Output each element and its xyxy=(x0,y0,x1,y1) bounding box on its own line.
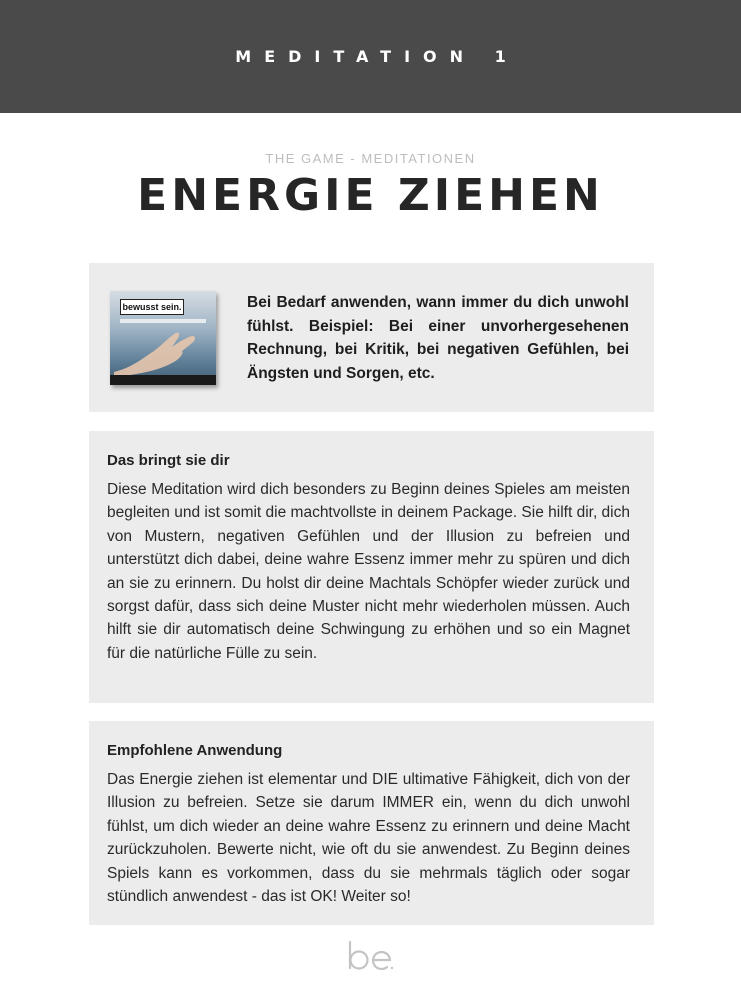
be-logo-icon xyxy=(346,940,396,974)
page-subtitle: THE GAME - MEDITATIONEN xyxy=(265,151,476,166)
album-cover-tagline-strip xyxy=(120,319,206,323)
usage-body: Das Energie ziehen ist elementar und DIE ultimative Fähigkeit, dich von der Illusion zu befreien. Setze sie darum IMMER ein, wenn du dich unwohl fühlst, um dich wieder an deine wahre Essenz zu erinnern und deine Macht zurückzuholen. Bewerte nicht, wie oft du sie anwendest. Zu Beginn deines Spiels kann es vorkommen, dass du sie mehrmals täglich oder sogar stündlich anwendest - das ist OK! Weiter so! xyxy=(107,771,630,906)
intro-box xyxy=(89,263,654,412)
benefits-box xyxy=(89,431,654,703)
page-title: ENERGIE ZIEHEN xyxy=(137,170,604,221)
hand-icon xyxy=(114,327,204,377)
usage-box xyxy=(89,721,654,925)
intro-text: Bei Bedarf anwenden, wann immer du dich unwohl fühlst. Beispiel: Bei einer unvorhergesehenen Rechnung, bei Kritik, bei negativen Gefühlen, bei Ängsten und Sorgen, etc. xyxy=(247,294,629,382)
usage-heading: Empfohlene Anwendung xyxy=(107,742,283,759)
album-cover-image xyxy=(110,291,216,385)
top-banner xyxy=(0,0,741,113)
album-cover-title: bewusst sein. xyxy=(120,299,184,315)
benefits-body: Diese Meditation wird dich besonders zu Beginn deines Spieles am meisten begleiten und ist somit die machtvollste in deinem Package. Sie hilft dir, dich von Mustern, negativen Gefühlen und der Illusion zu befreien und unterstützt dich dabei, deine wahre Essenz immer mehr zu spüren und dich an sie zu erinnern. Du holst dir deine Machtals Schöpfer wieder zurück und sorgst dafür, dass sich deine Muster nicht mehr wiederholen müssen. Auch hilft sie dir automatisch deine Schwingung zu erhöhen und so ein Magnet für die natürliche Fülle zu sein. xyxy=(107,481,630,662)
album-cover-footer-strip xyxy=(110,375,216,385)
banner-label: MEDITATION 1 xyxy=(235,47,519,66)
benefits-heading: Das bringt sie dir xyxy=(107,452,230,469)
